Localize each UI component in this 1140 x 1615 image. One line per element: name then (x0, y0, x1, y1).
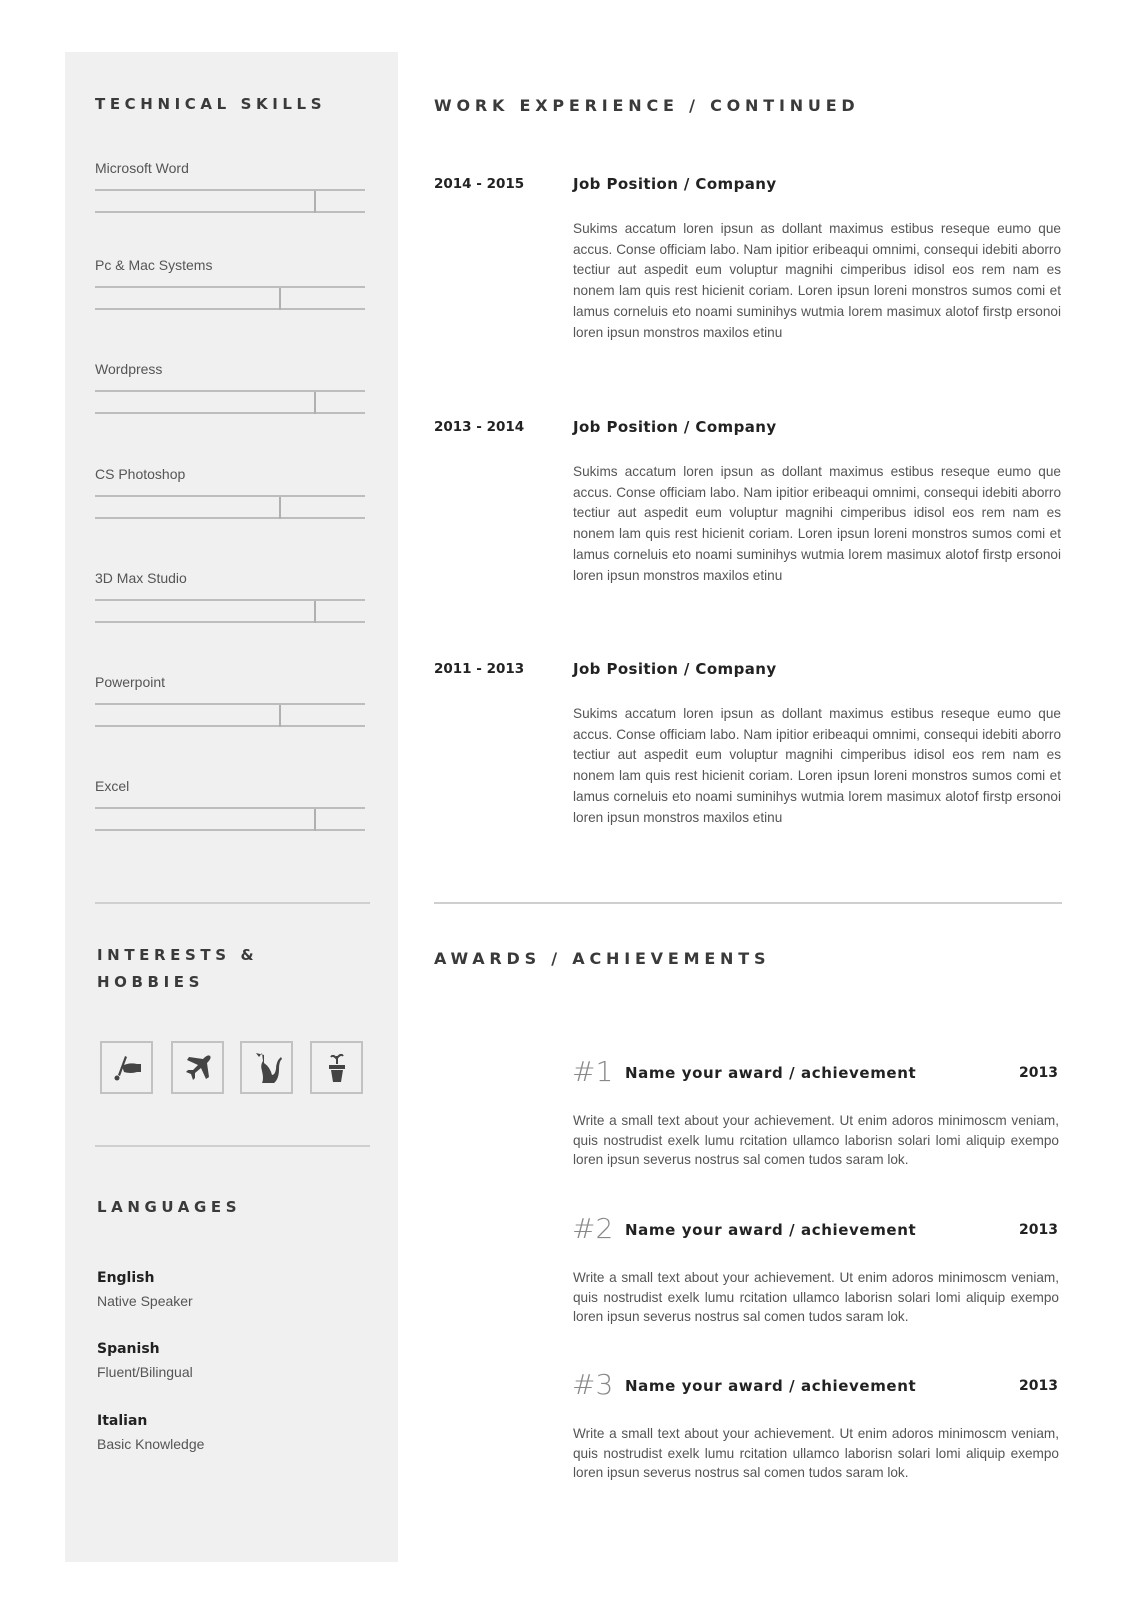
interests-heading-line2: HOBBIES (97, 973, 205, 991)
skill-level-marker (314, 191, 316, 213)
job-dates: 2013 - 2014 (434, 419, 525, 435)
job-title: Job Position / Company (573, 660, 777, 678)
award-year: 2013 (1019, 1222, 1058, 1238)
award-number: #3 (572, 1368, 614, 1401)
work-experience-heading: WORK EXPERIENCE / CONTINUED (434, 96, 860, 115)
language-name: English (97, 1270, 155, 1286)
plant-pot-icon-box (310, 1041, 363, 1094)
skill-bar (95, 599, 365, 623)
award-description: Write a small text about your achievement. Ut enim adoros minimoscm veniam, quis nostrudist exelk lumu rcitation ullamco laborisn solari lomi aliquip exempo loren ipsun severus nostrus sal comen tudos saram lok. (573, 1113, 1059, 1167)
sidebar-divider (95, 1145, 370, 1147)
skill-level-marker (279, 288, 281, 310)
skill-level-marker (279, 497, 281, 519)
skill-level-marker (314, 601, 316, 623)
language-name: Italian (97, 1413, 148, 1429)
skill-label: Pc & Mac Systems (95, 257, 213, 273)
airplane-icon-box (171, 1041, 224, 1094)
skill-bar (95, 495, 365, 519)
interests-heading-line1: INTERESTS & (97, 946, 259, 964)
job-title: Job Position / Company (573, 418, 777, 436)
job-description: Sukims accatum loren ipsun as dollant maximus estibus reseque eumo que accus. Conse officiam labo. Nam ipitior eribeaqui omnimi, consequi idebiti aborro tectiur aut aspedit eum voluptur magnihi cimperibus idisol eos rem nam es nonem lam quis rest hicienit coriam. Loren ipsun loreni monstros sumos comi et lamus corneluis eto noami suminihys wutmia lorem masimux alotof firstp ersonoi loren ipsun monstros maxilos etinu (573, 706, 1061, 825)
technical-skills-heading: TECHNICAL SKILLS (95, 95, 327, 113)
skill-bar (95, 703, 365, 727)
award-description: Write a small text about your achievement. Ut enim adoros minimoscm veniam, quis nostrudist exelk lumu rcitation ullamco laborisn solari lomi aliquip exempo loren ipsun severus nostrus sal comen tudos saram lok. (573, 1426, 1059, 1480)
award-title: Name your award / achievement (625, 1221, 917, 1239)
languages-heading: LANGUAGES (97, 1198, 242, 1216)
skill-level-marker (314, 392, 316, 414)
job-description: Sukims accatum loren ipsun as dollant maximus estibus reseque eumo que accus. Conse officiam labo. Nam ipitior eribeaqui omnimi, consequi idebiti aborro tectiur aut aspedit eum voluptur magnihi cimperibus idisol eos rem nam es nonem lam quis rest hicienit coriam. Loren ipsun loreni monstros sumos comi et lamus corneluis eto noami suminihys wutmia lorem masimux alotof firstp ersonoi loren ipsun monstros maxilos etinu (573, 464, 1061, 583)
plant-pot-icon (325, 1052, 349, 1084)
language-level: Native Speaker (97, 1293, 193, 1309)
cat-icon (252, 1051, 282, 1085)
sidebar-divider (95, 902, 370, 904)
awards-heading: AWARDS / ACHIEVEMENTS (434, 949, 771, 968)
job-dates: 2014 - 2015 (434, 176, 525, 192)
skill-bar (95, 390, 365, 414)
skill-label: Wordpress (95, 361, 163, 377)
award-number: #2 (572, 1212, 614, 1245)
skill-bar (95, 286, 365, 310)
skill-label: 3D Max Studio (95, 570, 187, 586)
skill-label: Excel (95, 778, 130, 794)
skill-bar (95, 807, 365, 831)
award-title: Name your award / achievement (625, 1064, 917, 1082)
job-description: Sukims accatum loren ipsun as dollant maximus estibus reseque eumo que accus. Conse officiam labo. Nam ipitior eribeaqui omnimi, consequi idebiti aborro tectiur aut aspedit eum voluptur magnihi cimperibus idisol eos rem nam es nonem lam quis rest hicienit coriam. Loren ipsun loreni monstros sumos comi et lamus corneluis eto noami suminihys wutmia lorem masimux alotof firstp ersonoi loren ipsun monstros maxilos etinu (573, 221, 1061, 340)
award-title: Name your award / achievement (625, 1377, 917, 1395)
painting-icon (111, 1054, 143, 1082)
award-year: 2013 (1019, 1378, 1058, 1394)
language-level: Basic Knowledge (97, 1436, 205, 1452)
skill-bar (95, 189, 365, 213)
painting-icon-box (100, 1041, 153, 1094)
skill-label: Powerpoint (95, 674, 166, 690)
job-dates: 2011 - 2013 (434, 661, 525, 677)
language-level: Fluent/Bilingual (97, 1364, 193, 1380)
award-description: Write a small text about your achievement. Ut enim adoros minimoscm veniam, quis nostrudist exelk lumu rcitation ullamco laborisn solari lomi aliquip exempo loren ipsun severus nostrus sal comen tudos saram lok. (573, 1270, 1059, 1324)
job-title: Job Position / Company (573, 175, 777, 193)
skill-label: Microsoft Word (95, 160, 189, 176)
main-divider (434, 902, 1062, 904)
award-number: #1 (572, 1055, 614, 1088)
skill-level-marker (279, 705, 281, 727)
award-year: 2013 (1019, 1065, 1058, 1081)
airplane-icon (183, 1053, 213, 1083)
skill-level-marker (314, 809, 316, 831)
skill-label: CS Photoshop (95, 466, 186, 482)
language-name: Spanish (97, 1341, 160, 1357)
cat-icon-box (240, 1041, 293, 1094)
